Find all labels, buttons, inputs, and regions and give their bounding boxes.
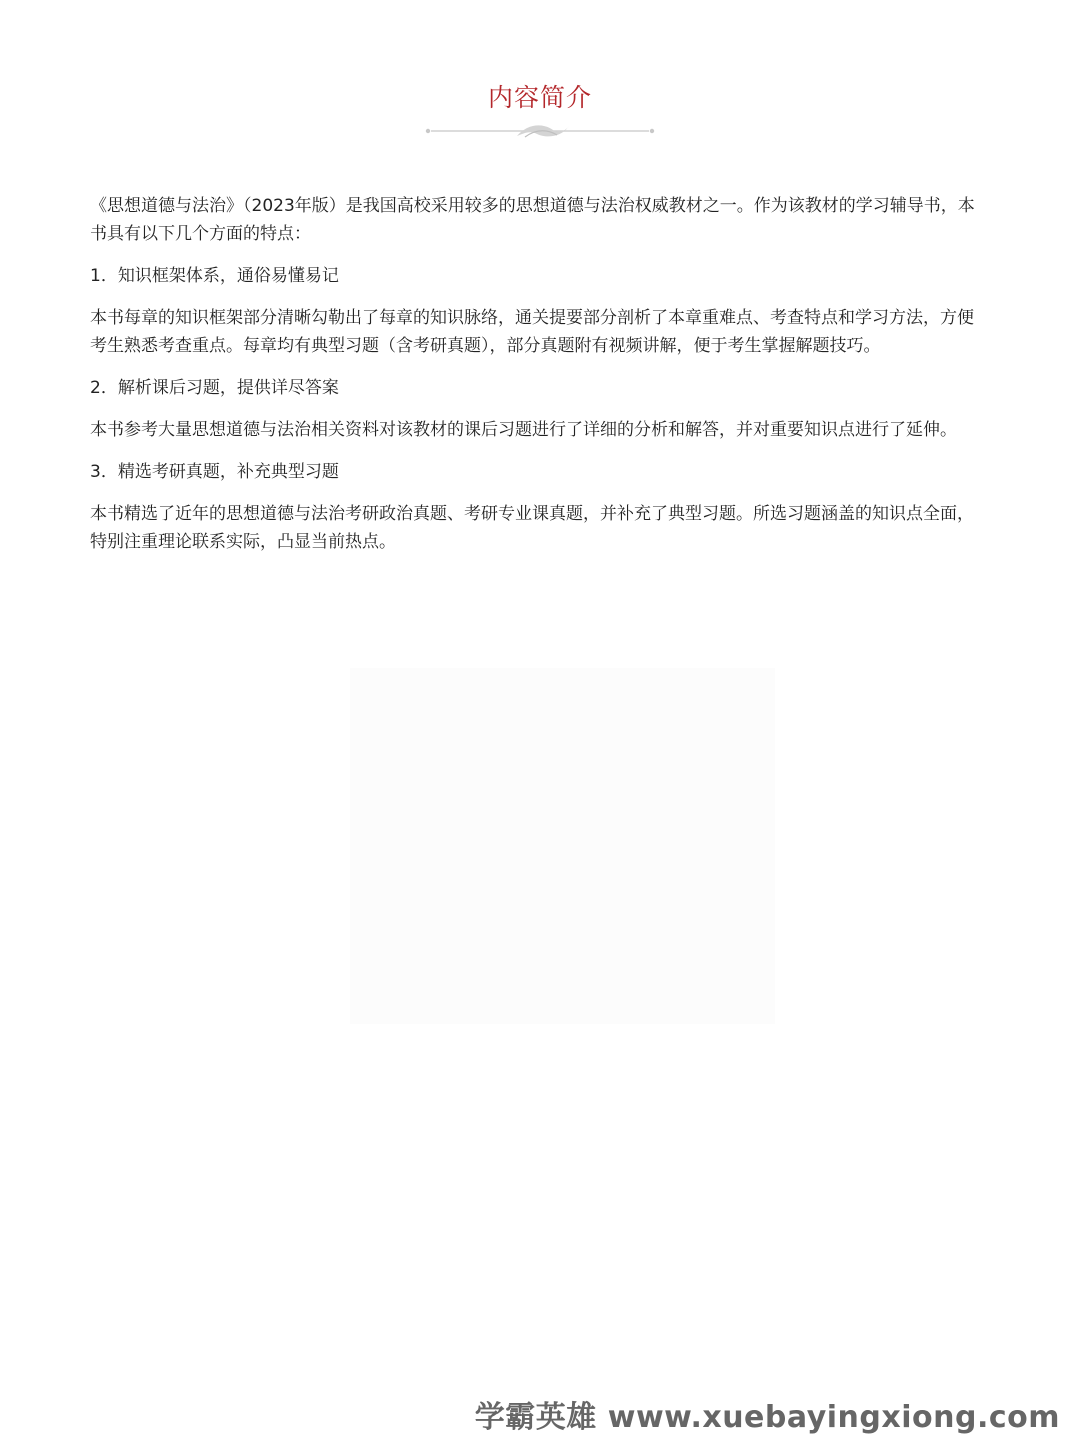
intro-content xyxy=(90,192,990,570)
title-divider-ornament xyxy=(425,120,655,142)
feature-paragraph-2: 本书参考大量思想道德与法治相关资料对该教材的课后习题进行了详细的分析和解答，并对重要知识点进行了延伸。 xyxy=(90,420,957,440)
site-watermark: 学霸英雄 www.xuebayingxiong.com xyxy=(474,1400,1060,1435)
feature-paragraph-3: 本书精选了近年的思想道德与法治考研政治真题、考研专业课真题，并补充了典型习题。所选习题涵盖的知识点全面，特别注重理论联系实际，凸显当前热点。 xyxy=(90,504,974,552)
feature-heading-3: 3．精选考研真题，补充典型习题 xyxy=(90,462,339,482)
feature-heading-2: 2．解析课后习题，提供详尽答案 xyxy=(90,378,339,398)
feature-paragraph-1: 本书每章的知识框架部分清晰勾勒出了每章的知识脉络，通关提要部分剖析了本章重难点、考查特点和学习方法，方便考生熟悉考查重点。每章均有典型习题（含考研真题），部分真题附有视频讲解，便于考生掌握解题技巧。 xyxy=(90,308,974,356)
page-title: 内容简介 xyxy=(487,83,592,112)
intro-paragraph: 《思想道德与法治》（2023年版）是我国高校采用较多的思想道德与法治权威教材之一。作为该教材的学习辅导书，本书具有以下几个方面的特点： xyxy=(90,196,975,244)
feature-heading-1: 1．知识框架体系，通俗易懂易记 xyxy=(90,266,339,286)
blank-image-area xyxy=(350,668,775,1024)
